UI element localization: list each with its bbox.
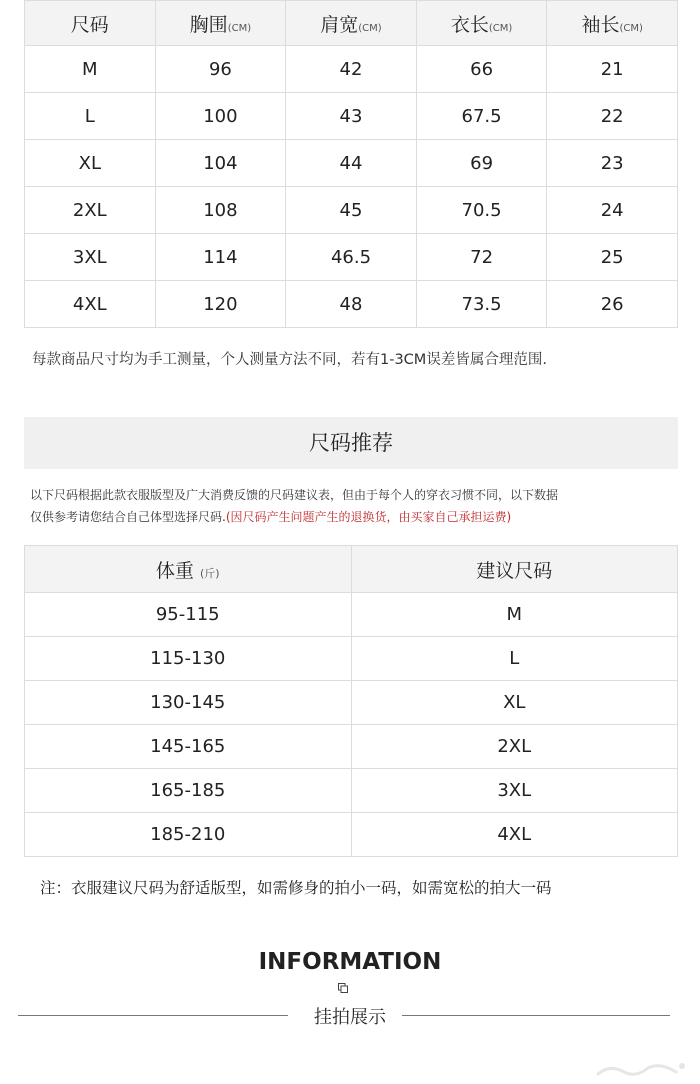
- table-cell: 114: [155, 234, 286, 281]
- information-title: INFORMATION: [258, 949, 442, 975]
- table-cell: 72: [416, 234, 547, 281]
- table-cell: 24: [547, 187, 678, 234]
- table-cell: 96: [155, 46, 286, 93]
- table-cell: 23: [547, 140, 678, 187]
- table-cell: 46.5: [286, 234, 417, 281]
- return-policy-warning: (因尺码产生问题产生的退换货，由买家自己承担运费): [225, 510, 512, 524]
- table-cell: XL: [351, 681, 678, 725]
- table-row: [25, 140, 678, 187]
- table-cell: 25: [547, 234, 678, 281]
- table-cell: 2XL: [351, 725, 678, 769]
- table-cell: 73.5: [416, 281, 547, 328]
- table-cell: 4XL: [25, 281, 156, 328]
- table-cell: 130-145: [25, 681, 352, 725]
- table-cell: 3XL: [351, 769, 678, 813]
- recommendation-description: [30, 484, 680, 528]
- table-cell: M: [351, 593, 678, 637]
- measurement-note: 每款商品尺寸均为手工测量，个人测量方法不同，若有1-3CM误差皆属合理范围.: [32, 352, 547, 368]
- table-cell: 145-165: [25, 725, 352, 769]
- table-cell: 26: [547, 281, 678, 328]
- rec-header-size: 建议尺码: [351, 546, 678, 593]
- table-cell: 21: [547, 46, 678, 93]
- size-header-chest: 胸围(CM): [155, 1, 286, 46]
- table-cell: 2XL: [25, 187, 156, 234]
- size-header-sleeve: 袖长(CM): [547, 1, 678, 46]
- table-cell: L: [351, 637, 678, 681]
- table-cell: 43: [286, 93, 417, 140]
- table-row: [25, 46, 678, 93]
- table-cell: 3XL: [25, 234, 156, 281]
- table-cell: 4XL: [351, 813, 678, 857]
- table-cell: 100: [155, 93, 286, 140]
- table-cell: L: [25, 93, 156, 140]
- table-cell: 104: [155, 140, 286, 187]
- table-row: [25, 637, 678, 681]
- table-cell: 45: [286, 187, 417, 234]
- size-header-shoulder: 肩宽(CM): [286, 1, 417, 46]
- recommendation-title: 尺码推荐: [24, 417, 678, 469]
- table-row: [25, 813, 678, 857]
- table-cell: 22: [547, 93, 678, 140]
- divider-right: [402, 1015, 670, 1016]
- table-cell: 48: [286, 281, 417, 328]
- table-row: [25, 281, 678, 328]
- table-row: [25, 681, 678, 725]
- table-cell: 120: [155, 281, 286, 328]
- table-cell: XL: [25, 140, 156, 187]
- information-subtitle: 挂拍展示: [314, 1007, 386, 1028]
- table-row: [25, 234, 678, 281]
- recommendation-desc-line2: 仅供参考请您结合自己体型选择尺码.(因尺码产生问题产生的退换货，由买家自己承担运费): [30, 510, 512, 524]
- table-cell: M: [25, 46, 156, 93]
- table-row: [25, 769, 678, 813]
- table-cell: 69: [416, 140, 547, 187]
- size-chart-table: [24, 0, 678, 328]
- table-cell: 115-130: [25, 637, 352, 681]
- copy-icon: [338, 983, 348, 993]
- table-cell: 95-115: [25, 593, 352, 637]
- watermark-logo: [590, 1058, 690, 1080]
- table-row: [25, 93, 678, 140]
- table-cell: 108: [155, 187, 286, 234]
- table-cell: 70.5: [416, 187, 547, 234]
- recommendation-desc-line1: 以下尺码根据此款衣服版型及广大消费反馈的尺码建议表，但由于每个人的穿衣习惯不同，以下数据: [30, 488, 559, 502]
- table-row: [25, 187, 678, 234]
- table-cell: 44: [286, 140, 417, 187]
- size-header-length: 衣长(CM): [416, 1, 547, 46]
- table-cell: 42: [286, 46, 417, 93]
- table-cell: 66: [416, 46, 547, 93]
- fit-note: 注：衣服建议尺码为舒适版型，如需修身的拍小一码，如需宽松的拍大一码: [40, 879, 552, 897]
- size-chart-header-row: [25, 1, 678, 46]
- size-recommendation-table: [24, 545, 678, 857]
- size-header-size: 尺码: [25, 1, 156, 46]
- table-row: [25, 725, 678, 769]
- rec-header-weight: 体重 (斤): [25, 546, 352, 593]
- table-cell: 185-210: [25, 813, 352, 857]
- table-row: [25, 593, 678, 637]
- table-cell: 165-185: [25, 769, 352, 813]
- recommendation-header-row: [25, 546, 678, 593]
- table-cell: 67.5: [416, 93, 547, 140]
